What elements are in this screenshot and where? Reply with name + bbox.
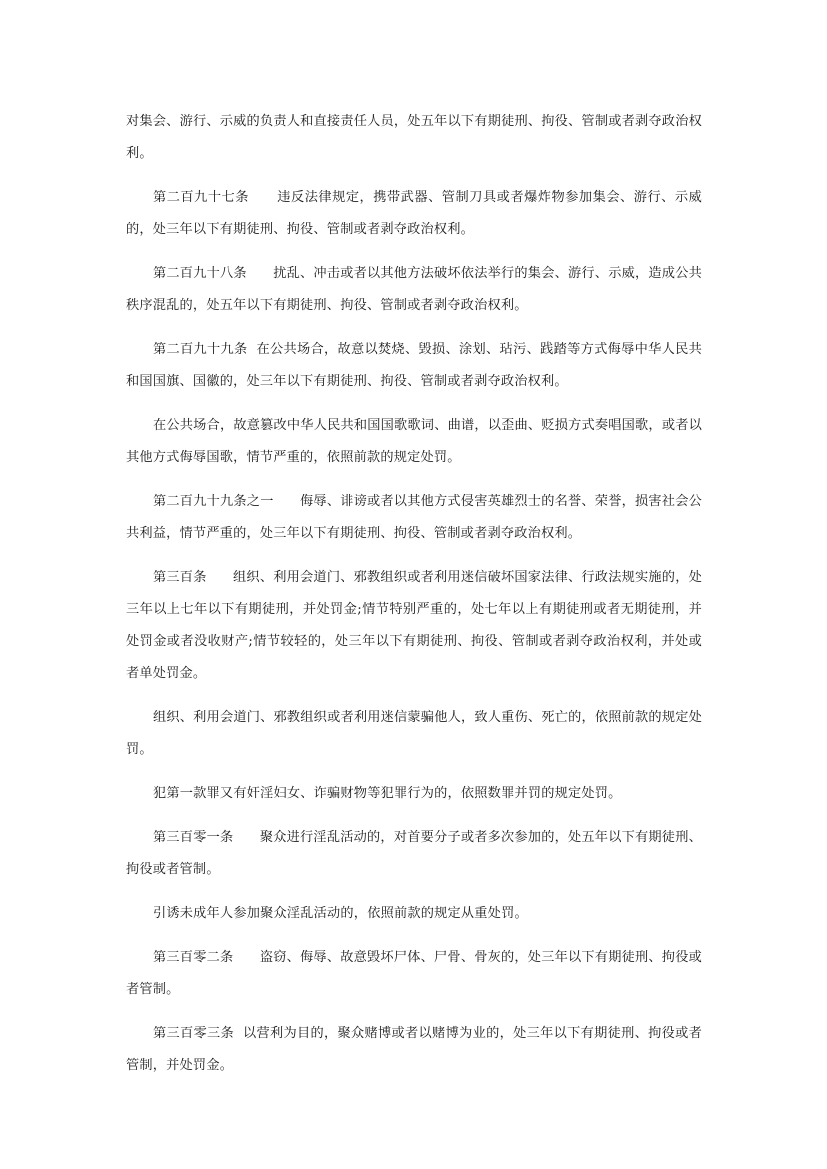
article-gap: [234, 1026, 243, 1041]
paragraph-text: 在公共场合，故意篡改中华人民共和国国歌歌词、曲谱，以歪曲、贬损方式奏唱国歌，或者以其他方式侮辱国歌，情节严重的，依照前款的规定处罚。: [126, 418, 702, 465]
paragraph: [126, 258, 702, 322]
paragraph: [126, 942, 702, 1006]
paragraph-text: 违反法律规定，携带武器、管制刀具或者爆炸物参加集会、游行、示威的，处三年以下有期徒刑、拘役、管制或者剥夺政治权利。: [126, 190, 702, 237]
paragraph: [126, 702, 702, 766]
article-number: 第二百九十七条: [153, 190, 249, 205]
paragraph: [126, 486, 702, 550]
article-number: 第二百九十九条: [153, 342, 248, 357]
paragraph: [126, 778, 702, 810]
document-body: [126, 106, 702, 1094]
article-gap: [248, 342, 257, 357]
paragraph-text: 扰乱、冲击或者以其他方法破坏依法举行的集会、游行、示威，造成公共秩序混乱的，处五年以下有期徒刑、拘役、管制或者剥夺政治权利。: [126, 266, 702, 313]
paragraph-text: 对集会、游行、示威的负责人和直接责任人员，处五年以下有期徒刑、拘役、管制或者剥夺政治权利。: [126, 114, 702, 161]
article-gap: [247, 266, 273, 281]
article-number: 第三百零一条: [153, 830, 234, 845]
paragraph-text: 引诱未成年人参加聚众淫乱活动的，依照前款的规定从重处罚。: [153, 906, 528, 921]
paragraph-text: 以营利为目的，聚众赌博或者以赌博为业的，处三年以下有期徒刑、拘役或者管制，并处罚金。: [126, 1026, 702, 1073]
article-number: 第二百九十八条: [153, 266, 247, 281]
paragraph-text: 在公共场合，故意以焚烧、毁损、涂划、玷污、践踏等方式侮辱中华人民共和国国旗、国徽的，处三年以下有期徒刑、拘役、管制或者剥夺政治权利。: [126, 342, 702, 389]
article-gap: [233, 950, 259, 965]
paragraph: [126, 898, 702, 930]
article-gap: [249, 190, 277, 205]
paragraph-text: 犯第一款罪又有奸淫妇女、诈骗财物等犯罪行为的，依照数罪并罚的规定处罚。: [153, 786, 622, 801]
article-number: 第三百条: [153, 570, 207, 585]
paragraph: [126, 562, 702, 690]
article-number: 第三百零三条: [153, 1026, 235, 1041]
article-number: 第二百九十九条之一: [153, 494, 274, 509]
paragraph: [126, 410, 702, 474]
article-number: 第三百零二条: [153, 950, 234, 965]
paragraph-text: 盗窃、侮辱、故意毁坏尸体、尸骨、骨灰的，处三年以下有期徒刑、拘役或者管制。: [126, 950, 702, 997]
article-gap: [233, 830, 259, 845]
paragraph: [126, 822, 702, 886]
paragraph-text: 组织、利用会道门、邪教组织或者利用迷信破坏国家法律、行政法规实施的，处三年以上七年以下有期徒刑，并处罚金;情节特别严重的，处七年以上有期徒刑或者无期徒刑，并处罚金或者没收财产;情节较轻的，处三年以下有期徒刑、拘役、管制或者剥夺政治权利，并处或者单处罚金。: [126, 570, 702, 681]
paragraph-text: 侮辱、诽谤或者以其他方式侵害英雄烈士的名誉、荣誉，损害社会公共利益，情节严重的，处三年以下有期徒刑、拘役、管制或者剥夺政治权利。: [126, 494, 702, 541]
article-gap: [207, 570, 233, 585]
article-gap: [274, 494, 300, 509]
paragraph: [126, 182, 702, 246]
paragraph-text: 组织、利用会道门、邪教组织或者利用迷信蒙骗他人，致人重伤、死亡的，依照前款的规定处罚。: [126, 710, 702, 757]
paragraph: [126, 334, 702, 398]
paragraph: [126, 106, 702, 170]
paragraph: [126, 1018, 702, 1082]
paragraph-text: 聚众进行淫乱活动的，对首要分子或者多次参加的，处五年以下有期徒刑、拘役或者管制。: [126, 830, 702, 877]
